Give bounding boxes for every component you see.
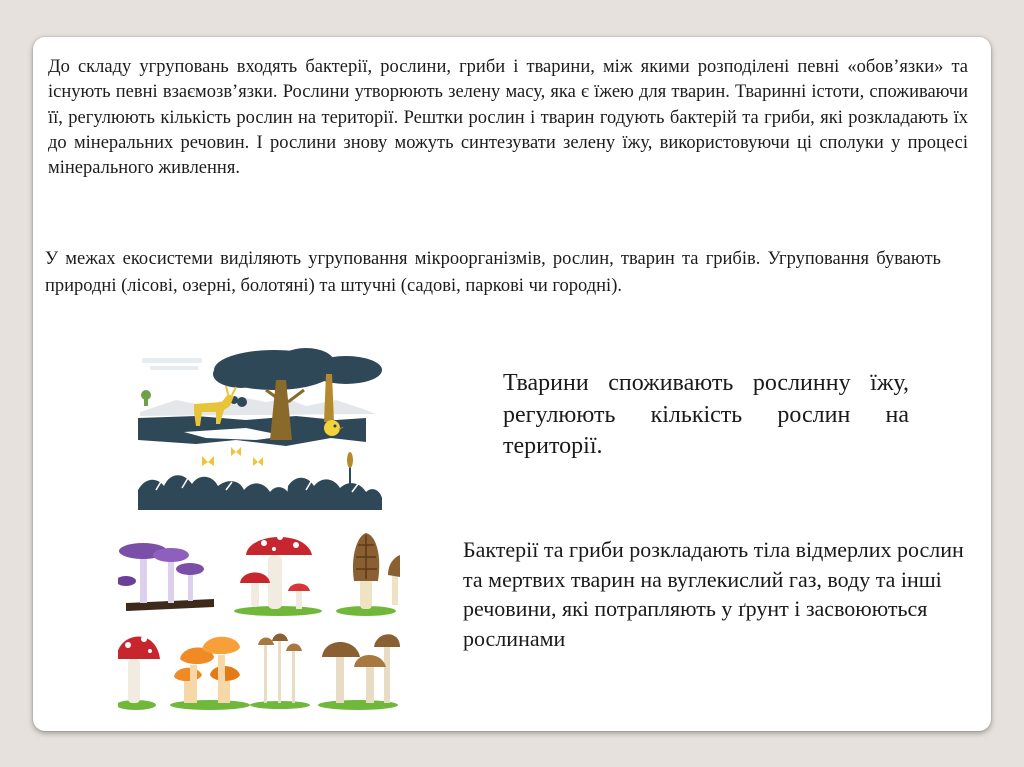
ecosystem-paragraph: У межах екосистеми виділяють угруповання мікроорганізмів, рослин, тварин та грибів. Угруповання бувають природні (лісові, озерні, болотяні) та штучні (садові, паркові чи городні). [45, 249, 941, 296]
intro-paragraph: До складу угруповань входять бактерії, рослини, гриби і тварини, між якими розподілені певні «обов’язки» та існують певні взаємозв’язки. Рослини утворюють зелену масу, яка є їжею для тварин. Тваринні істоти, споживаючи її, регулюють кількість рослин на території. Рештки рослин і тварин годують бактерій та гриби, які розкладають їх до мінеральних речовин. І рослини знову можуть синтезувати зелену їжу, використовуючи ці сполуки у процесі мінерального живлення. [48, 57, 968, 179]
animals-caption: Тварини споживають рослинну їжу, регулюють кількість рослин на території. [503, 370, 909, 459]
decomposers-caption: Бактерії та гриби розкладають тіла відмерлих рослин та мертвих тварин на вуглекислий газ, воду та інші речовини, які потрапляють у ґрунт і засвоюються рослинами [463, 537, 964, 651]
forest-ecosystem-illustration [136, 340, 382, 510]
mushroom-collection-illustration [118, 525, 400, 713]
